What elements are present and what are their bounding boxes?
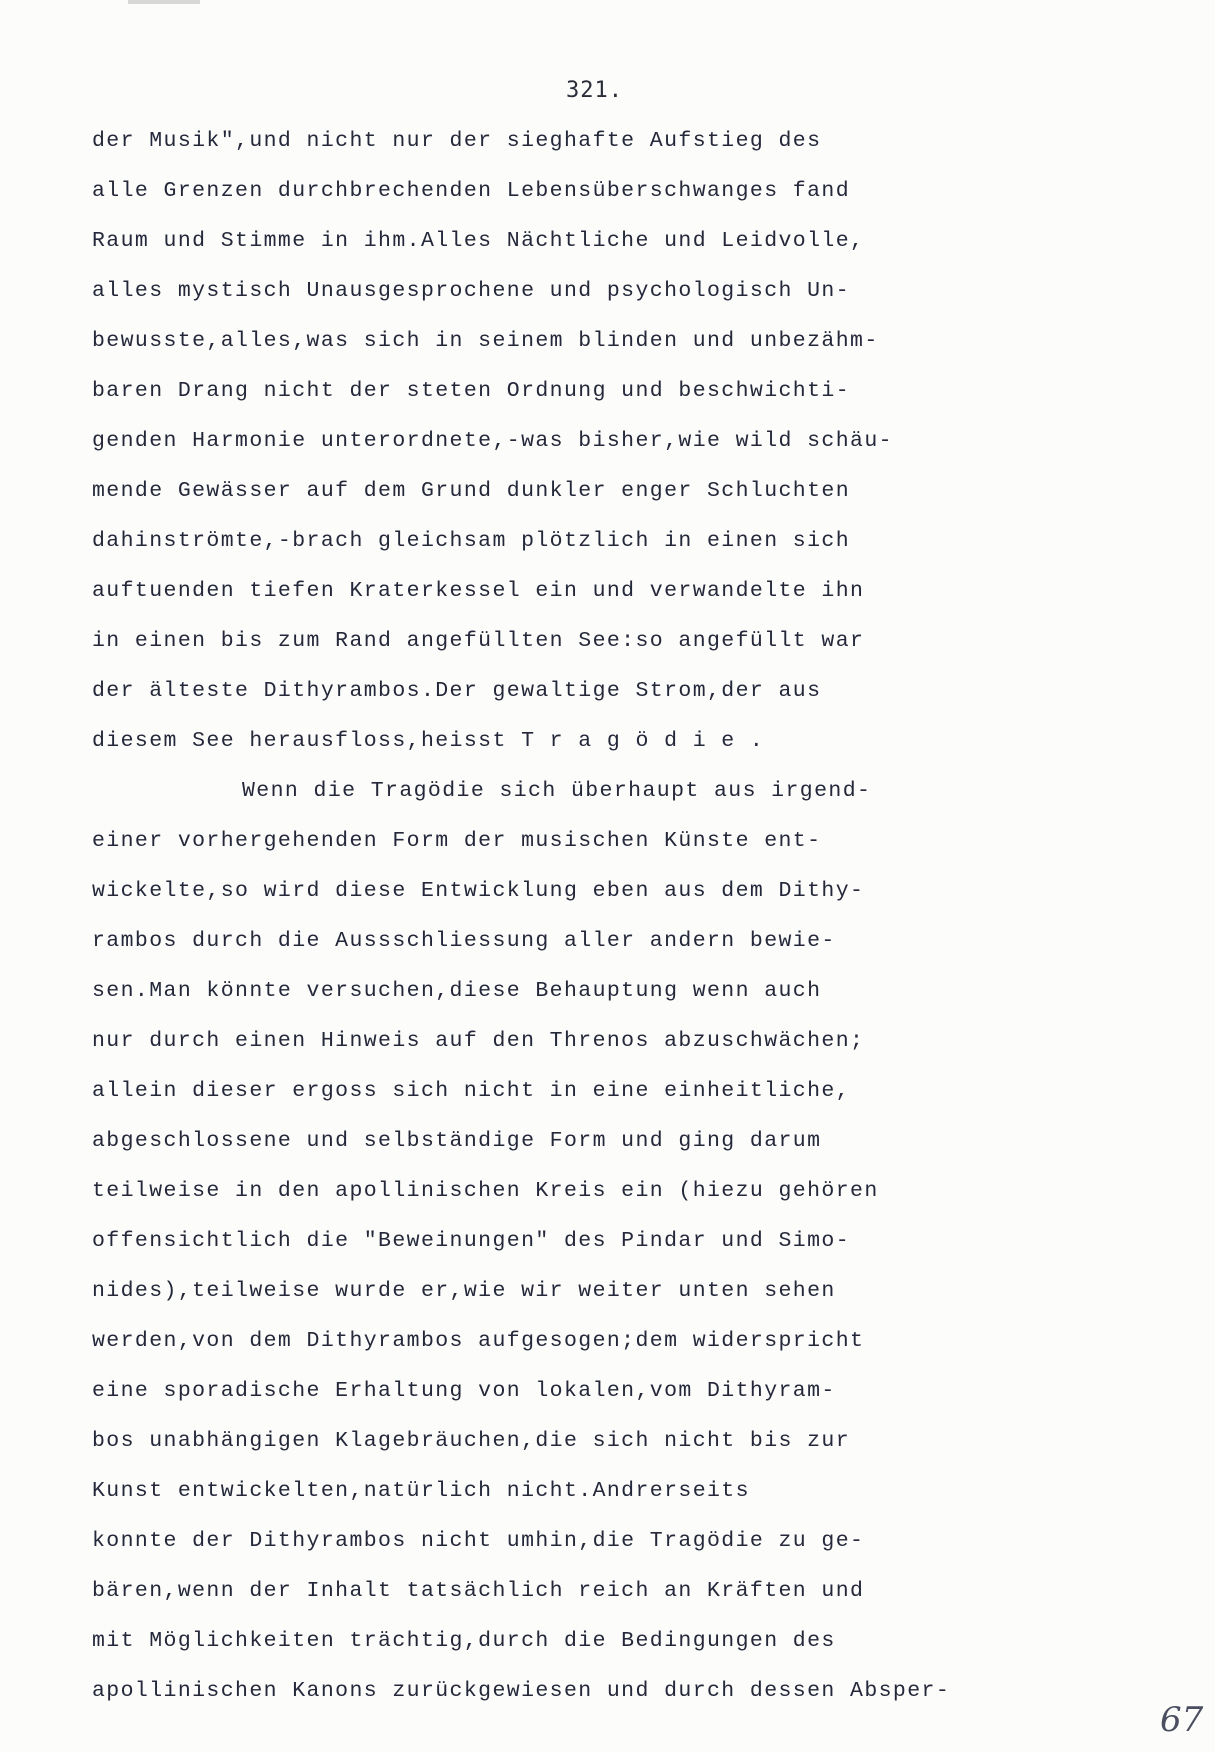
text-line: wickelte,so wird diese Entwicklung eben aus dem Dithy-	[92, 879, 865, 903]
text-line: auftuenden tiefen Kraterkessel ein und verwandelte ihn	[92, 579, 865, 603]
text-line: bewusste,alles,was sich in seinem blinden und unbezähm-	[92, 329, 879, 353]
text-line: Raum und Stimme in ihm.Alles Nächtliche und Leidvolle,	[92, 229, 865, 253]
text-line: offensichtlich die "Beweinungen" des Pindar und Simo-	[92, 1229, 851, 1253]
text-line: einer vorhergehenden Form der musischen Künste ent-	[92, 829, 822, 853]
text-line: apollinischen Kanons zurückgewiesen und durch dessen Absper-	[92, 1679, 951, 1703]
text-line: Kunst entwickelten,natürlich nicht.Andrerseits	[92, 1479, 750, 1503]
text-line: sen.Man könnte versuchen,diese Behauptung wenn auch	[92, 979, 822, 1003]
text-line: bos unabhängigen Klagebräuchen,die sich nicht bis zur	[92, 1429, 851, 1453]
text-line: mende Gewässer auf dem Grund dunkler enger Schluchten	[92, 479, 851, 503]
text-line: konnte der Dithyrambos nicht umhin,die Tragödie zu ge-	[92, 1529, 865, 1553]
text-line: rambos durch die Aussschliessung aller andern bewie-	[92, 929, 836, 953]
handwritten-page-count: 67	[1160, 1700, 1204, 1740]
text-line: werden,von dem Dithyrambos aufgesogen;dem widerspricht	[92, 1329, 865, 1353]
text-line: bären,wenn der Inhalt tatsächlich reich an Kräften und	[92, 1579, 865, 1603]
text-line: der älteste Dithyrambos.Der gewaltige Strom,der aus	[92, 679, 822, 703]
text-line: eine sporadische Erhaltung von lokalen,vom Dithyram-	[92, 1379, 836, 1403]
text-line: in einen bis zum Rand angefüllten See:so angefüllt war	[92, 629, 865, 653]
text-line: allein dieser ergoss sich nicht in eine einheitliche,	[92, 1079, 851, 1103]
text-line: dahinströmte,-brach gleichsam plötzlich in einen sich	[92, 529, 851, 553]
text-line: alle Grenzen durchbrechenden Lebensüberschwanges fand	[92, 179, 851, 203]
text-line: Wenn die Tragödie sich überhaupt aus irgend-	[242, 779, 872, 803]
text-line: alles mystisch Unausgesprochene und psychologisch Un-	[92, 279, 851, 303]
top-edge-mark	[128, 0, 200, 4]
page-number: 321.	[566, 78, 623, 103]
typed-text-body	[92, 126, 972, 1726]
text-line: der Musik",und nicht nur der sieghafte Aufstieg des	[92, 129, 822, 153]
text-line: diesem See herausfloss,heisst T r a g ö d i e .	[92, 729, 765, 753]
text-line: abgeschlossene und selbständige Form und ging darum	[92, 1129, 822, 1153]
text-line: nides),teilweise wurde er,wie wir weiter unten sehen	[92, 1279, 836, 1303]
text-line: mit Möglichkeiten trächtig,durch die Bedingungen des	[92, 1629, 836, 1653]
text-line: baren Drang nicht der steten Ordnung und beschwichti-	[92, 379, 851, 403]
text-line: teilweise in den apollinischen Kreis ein (hiezu gehören	[92, 1179, 879, 1203]
text-line: nur durch einen Hinweis auf den Threnos abzuschwächen;	[92, 1029, 865, 1053]
text-line: genden Harmonie unterordnete,-was bisher,wie wild schäu-	[92, 429, 893, 453]
